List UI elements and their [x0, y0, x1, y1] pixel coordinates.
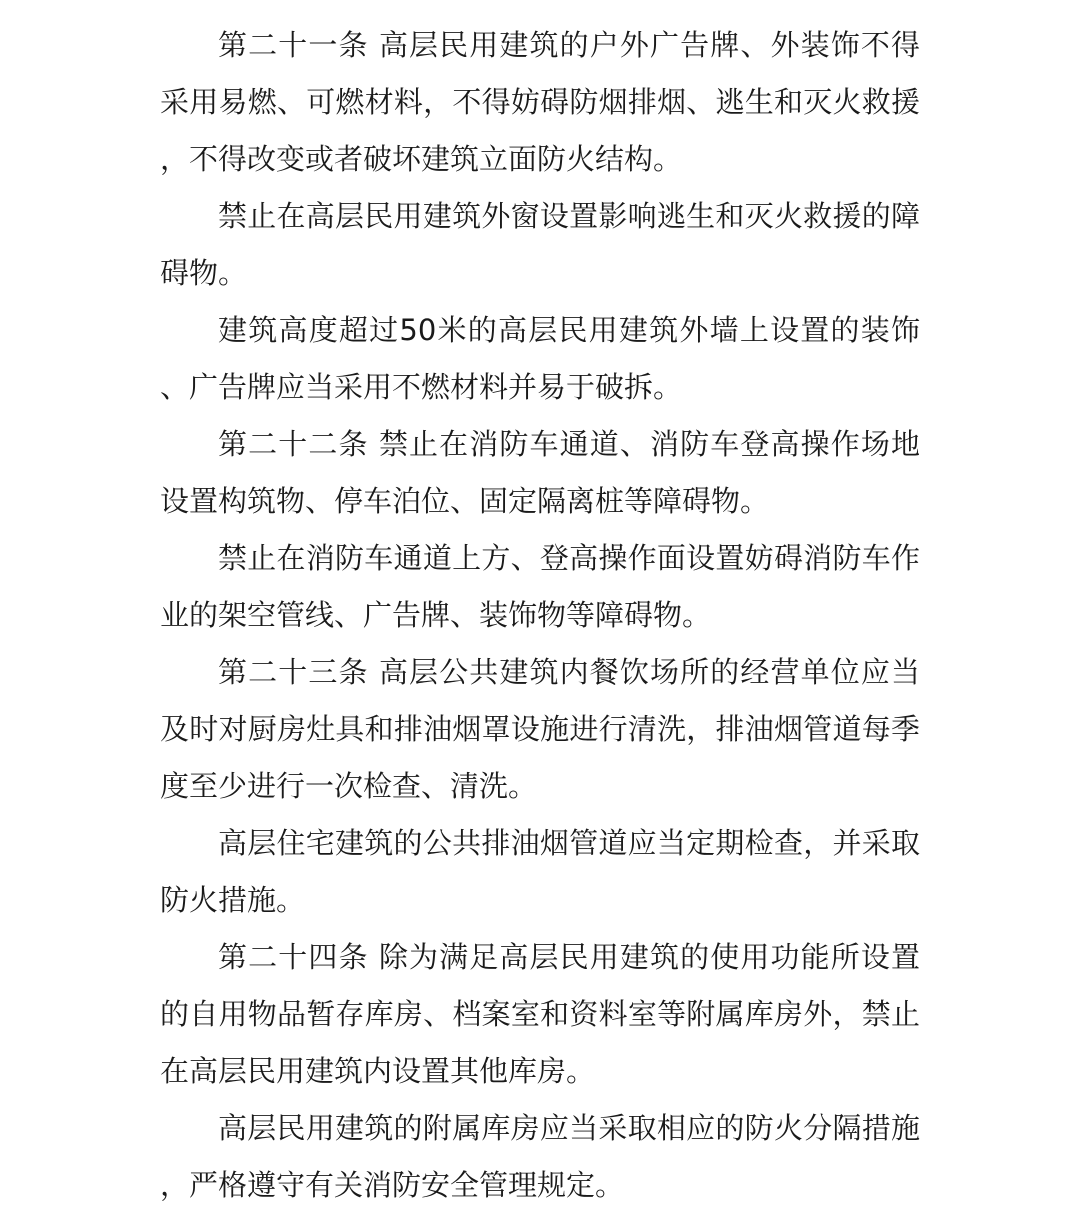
paragraph-facade-signage: 建筑高度超过50米的高层民用建筑外墙上设置的装饰、广告牌应当采用不燃材料并易于破拆。 — [160, 313, 920, 404]
paragraph-article-22: 第二十二条 禁止在消防车通道、消防车登高操作场地设置构筑物、停车泊位、固定隔离桩等障碍物。 — [160, 427, 920, 518]
document-body — [160, 17, 920, 1214]
paragraph-article-23: 第二十三条 高层公共建筑内餐饮场所的经营单位应当及时对厨房灶具和排油烟罩设施进行清洗，排油烟管道每季度至少进行一次检查、清洗。 — [160, 655, 920, 803]
paragraph-article-21: 第二十一条 高层民用建筑的户外广告牌、外装饰不得采用易燃、可燃材料，不得妨碍防烟排烟、逃生和灭火救援，不得改变或者破坏建筑立面防火结构。 — [160, 28, 920, 176]
paragraph-window-obstacles: 禁止在高层民用建筑外窗设置影响逃生和灭火救援的障碍物。 — [160, 199, 920, 290]
paragraph-article-24: 第二十四条 除为满足高层民用建筑的使用功能所设置的自用物品暂存库房、档案室和资料室等附属库房外，禁止在高层民用建筑内设置其他库房。 — [160, 940, 920, 1088]
paragraph-residential-exhaust: 高层住宅建筑的公共排油烟管道应当定期检查，并采取防火措施。 — [160, 826, 920, 917]
paragraph-storage-separation: 高层民用建筑的附属库房应当采取相应的防火分隔措施，严格遵守有关消防安全管理规定。 — [160, 1111, 920, 1202]
paragraph-fire-lane-overhead: 禁止在消防车通道上方、登高操作面设置妨碍消防车作业的架空管线、广告牌、装饰物等障碍物。 — [160, 541, 920, 632]
